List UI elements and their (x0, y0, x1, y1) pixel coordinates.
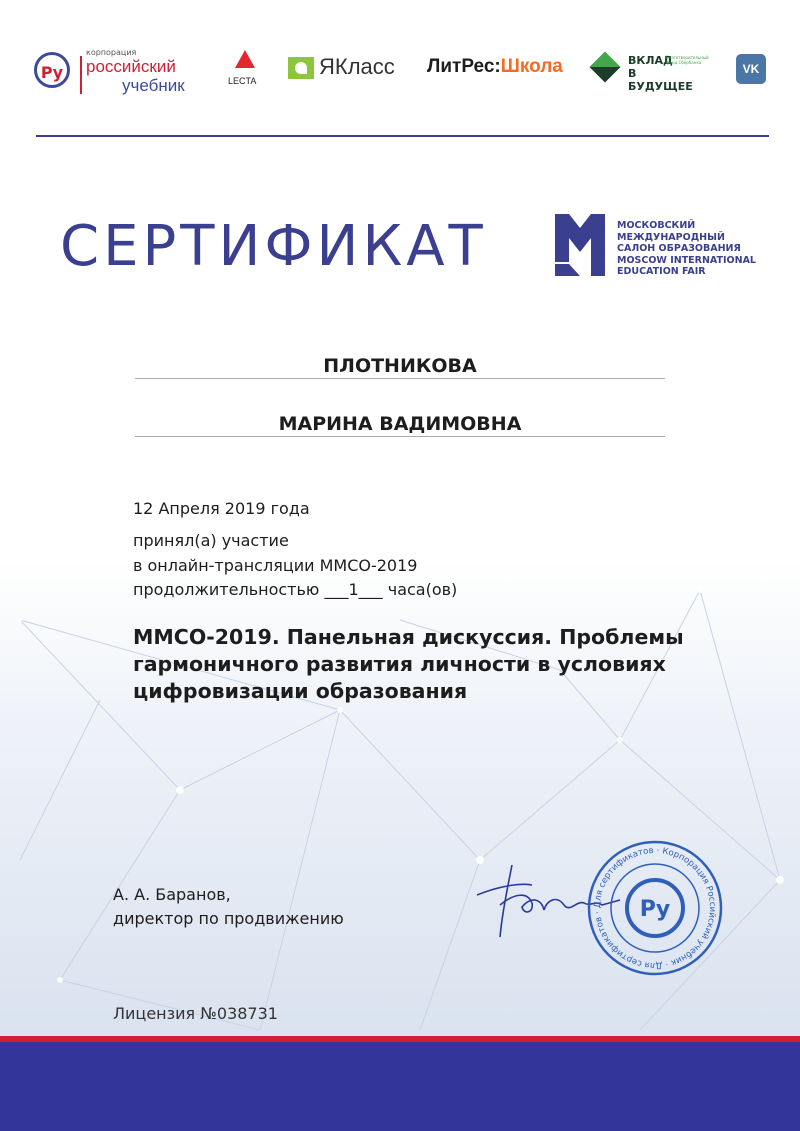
signatory-position: директор по продвижению (113, 909, 344, 928)
fair-name (617, 220, 756, 278)
vklad-small-text: Благотворительный фонд Сбербанка (666, 55, 709, 65)
organization-stamp (585, 838, 725, 978)
participation-duration: продолжительностью ___1___ часа(ов) (133, 580, 458, 599)
fair-name-line: МЕЖДУНАРОДНЫЙ (617, 231, 725, 243)
participation-line2: в онлайн-трансляции ММСО-2019 (133, 556, 418, 575)
vklad-diamond-icon (589, 51, 620, 82)
footer-blue-band (0, 1042, 800, 1131)
russian-textbook-divider (80, 56, 82, 94)
yaklass-icon (288, 57, 314, 79)
participation-date: 12 Апреля 2019 года (133, 499, 310, 518)
stamp-mark: Ру (639, 897, 671, 922)
lecta-label: LECTA (228, 76, 257, 86)
event-title: ММСО-2019. Панельная дискуссия. Проблемы гармоничного развития личности в условиях цифровизации образования (133, 625, 684, 703)
russian-textbook-logo (34, 48, 219, 98)
license-number: Лицензия №038731 (113, 1004, 278, 1023)
russian-textbook-line2: учебник (122, 76, 185, 95)
vk-icon: VK (736, 54, 766, 84)
mmso-logo-icon (555, 214, 605, 276)
vklad-line1: ВКЛАД (628, 54, 673, 67)
vklad-line2: В БУДУЩЕЕ (628, 67, 693, 93)
litres-school-logo (427, 56, 577, 84)
fair-name-line: MOSCOW INTERNATIONAL (617, 254, 756, 266)
vklad-v-budushchee-logo (594, 52, 709, 93)
litres-label-part2: Школа (500, 56, 563, 77)
litres-label-part1: ЛитРес: (427, 56, 501, 77)
header-divider (36, 135, 769, 137)
fair-name-line: EDUCATION FAIR (617, 266, 706, 277)
partner-logos-row (0, 40, 800, 100)
lecta-triangle-icon (235, 50, 255, 68)
certificate-title: СЕРТИФИКАТ (60, 214, 487, 279)
fair-name-line: САЛОН ОБРАЗОВАНИЯ (617, 243, 741, 254)
stamp-ring-text: Для сертификатов · Корпорация Российский учебник · Для сертификатов · (592, 845, 718, 971)
russian-textbook-small: корпорация (86, 48, 137, 57)
signatory-name: А. А. Баранов, (113, 885, 231, 904)
russian-textbook-line1: российский (86, 57, 176, 76)
surname-underline (135, 378, 665, 379)
recipient-given-names: МАРИНА ВАДИМОВНА (278, 413, 522, 435)
russian-textbook-mark: Ру (34, 52, 70, 88)
yaklass-logo (288, 54, 418, 84)
lecta-logo (228, 50, 262, 90)
fair-name-line: МОСКОВСКИЙ (617, 220, 696, 231)
yaklass-label: ЯКласс (319, 54, 395, 79)
recipient-surname: ПЛОТНИКОВА (323, 355, 477, 377)
participation-line1: принял(а) участие (133, 531, 289, 550)
given-names-underline (135, 436, 665, 437)
